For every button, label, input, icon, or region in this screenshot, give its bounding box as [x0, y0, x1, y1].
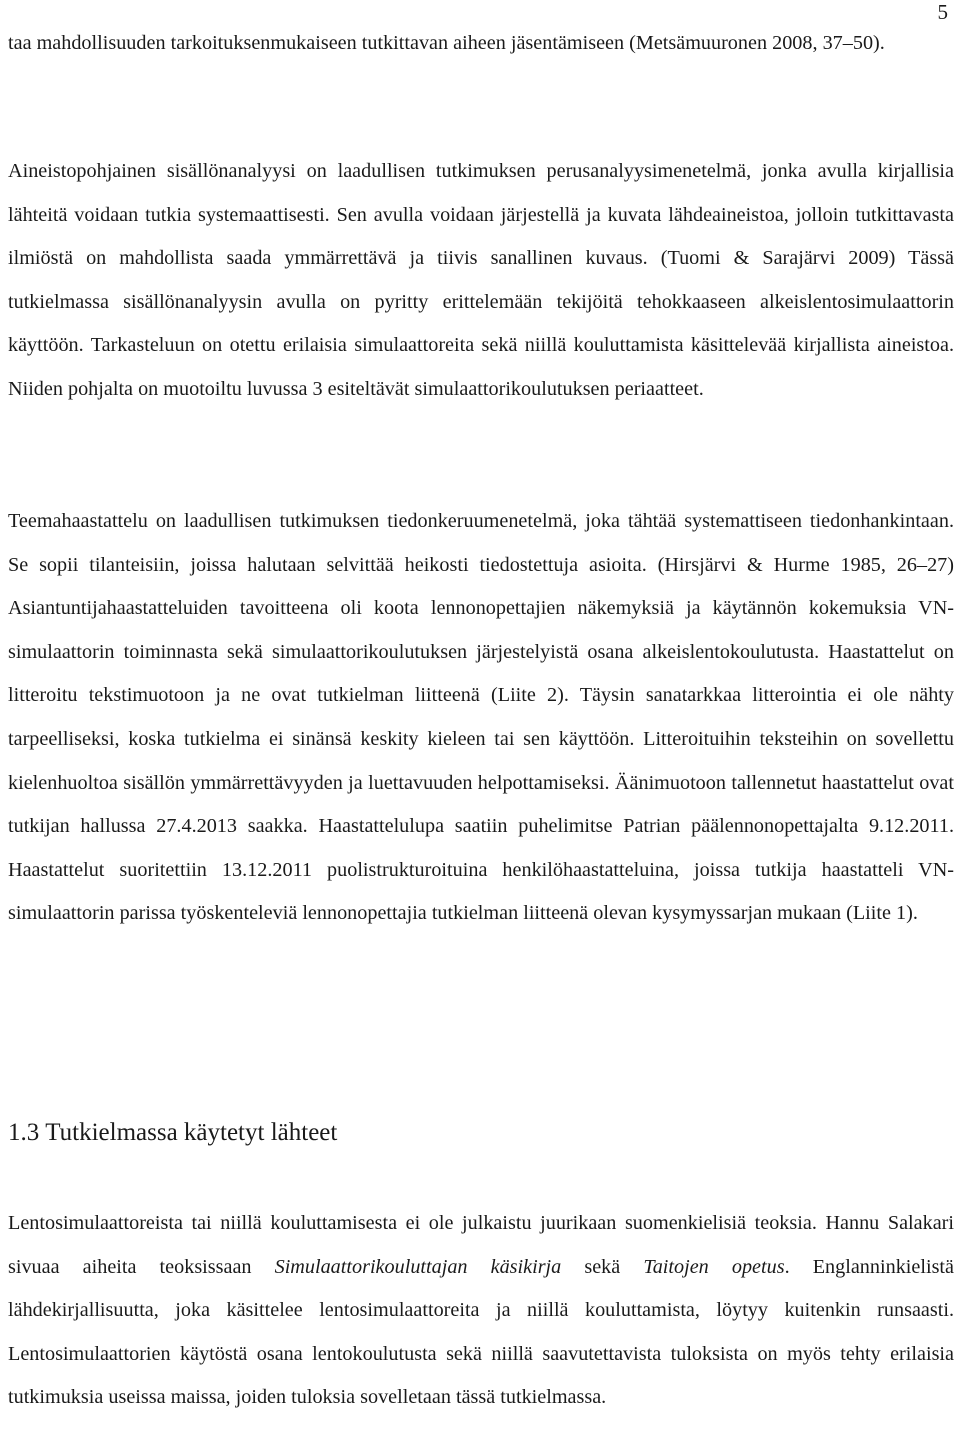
- paragraph-methods-intro-end: taa mahdollisuuden tarkoituksenmukaiseen tutkittavan aiheen jäsentämiseen (Metsämuuronen 2008, 37–50).: [8, 32, 885, 54]
- paragraph-theme-interview: Teemahaastattelu on laadullisen tutkimuksen tiedonkeruumenetelmä, joka tähtää systemattiseen tiedonhankintaan. Se sopii tilanteisiin, joissa halutaan selvittää heikosti tiedostettuja asioita. (Hirsjärvi & Hurme 1985, 26–27) Asiantuntijahaastatteluiden tavoitteena oli koota lennonopettajien näkemyksiä ja käytännön kokemuksia VN-simulaattorin toiminnasta sekä simulaattorikoulutuksen järjestelyistä osana alkeislentokoulutusta. Haastattelut on litteroitu tekstimuotoon ja ne ovat tutkielman liitteenä (Liite 2). Täysin sanatarkkaa litterointia ei ole nähty tarpeelliseksi, koska tutkielma ei sinänsä keskity kieleen tai sen käyttöön. Litteroituihin teksteihin on sovellettu kielenhuoltoa sisällön ymmärrettävyyden ja luettavuuden helpottamiseksi. Äänimuotoon tallennetut haastattelut ovat tutkijan hallussa 27.4.2013 saakka. Haastattelulupa saatiin puhelimitse Patrian päälennonopettajalta 9.12.2011. Haastattelut suoritettiin 13.12.2011 puolistrukturoituina henkilöhaastatteluina, joissa tutkija haastatteli VN-simulaattorin parissa työskenteleviä lennonopettajia tutkielman liitteenä olevan kysymyssarjan mukaan (Liite 1).: [8, 510, 954, 925]
- section-heading: [8, 1118, 337, 1148]
- page-number: 5: [937, 0, 948, 24]
- section-title: Tutkielmassa käytetyt lähteet: [45, 1119, 338, 1146]
- sources-text-start: Lentosimulaattoreista tai niillä kouluttamisesta ei ole julkaistu juurikaan suomenkielisiä teoksia. Hannu Salakari sivuaa aiheita teoksissaan: [8, 1212, 954, 1278]
- paragraph-sources: [8, 1202, 954, 1420]
- book-title-teaching-skills: Taitojen opetus: [643, 1255, 785, 1278]
- section-number: 1.3: [8, 1119, 40, 1146]
- sources-text-end: . Englanninkielistä lähdekirjallisuutta, joka käsittelee lentosimulaattoreita ja niillä kouluttamista, löytyy kuitenkin runsaasti. Lentosimulaattorien käytöstä osana lentokoulutusta sekä niillä saavutettavista tuloksista on myös tehty erilaisia tutkimuksia useissa maissa, joiden tuloksia sovelletaan tässä tutkielmassa.: [8, 1255, 954, 1409]
- book-title-simulator-handbook: Simulaattorikouluttajan käsikirja: [274, 1255, 562, 1278]
- sources-text-conjunction: sekä: [561, 1255, 644, 1278]
- paragraph-content-analysis: Aineistopohjainen sisällönanalyysi on laadullisen tutkimuksen perusanalyysimenetelmä, jonka avulla kirjallisia lähteitä voidaan tutkia systemaattisesti. Sen avulla voidaan järjestellä ja kuvata lähdeaineistoa, jolloin tutkittavasta ilmiöstä on mahdollista saada ymmärrettävä ja tiivis sanallinen kuvaus. (Tuomi & Sarajärvi 2009) Tässä tutkielmassa sisällönanalyysin avulla on pyritty erittelemään tekijöitä tehokkaaseen alkeislentosimulaattorin käyttöön. Tarkasteluun on otettu erilaisia simulaattoreita sekä niillä kouluttamista käsittelevää kirjallista aineistoa. Niiden pohjalta on muotoiltu luvussa 3 esiteltävät simulaattorikoulutuksen periaatteet.: [8, 160, 954, 400]
